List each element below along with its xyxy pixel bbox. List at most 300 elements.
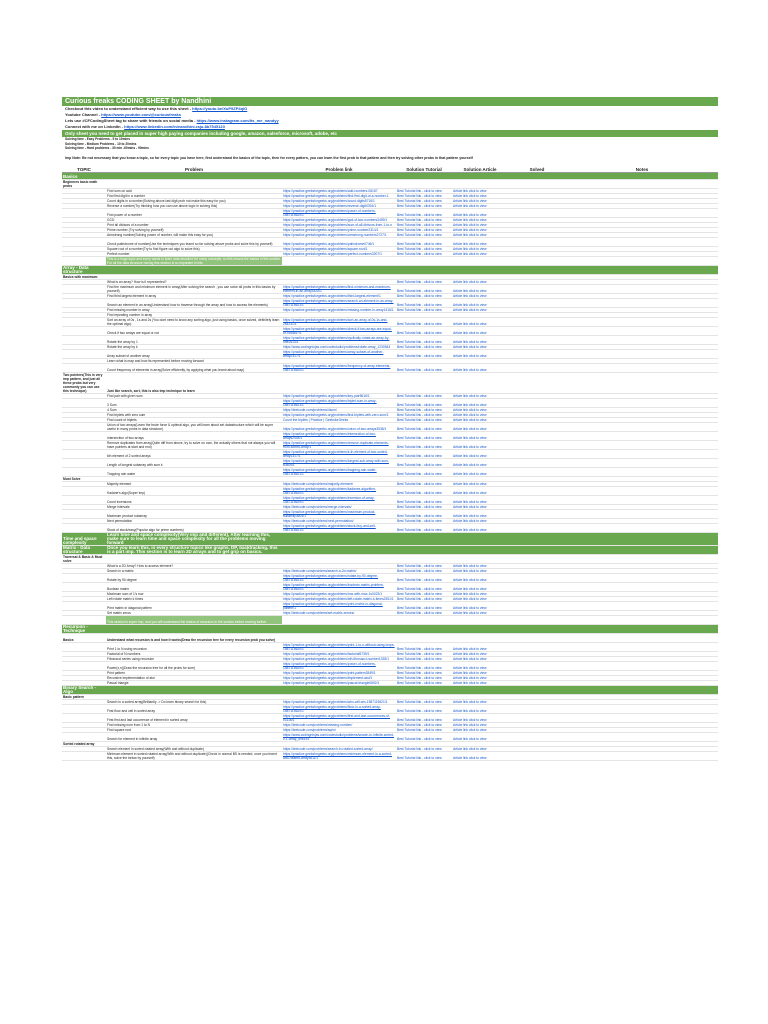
article-link[interactable]: Article link click to view [453,251,487,256]
problem-link-cell[interactable] [282,222,396,227]
tutorial-cell[interactable] [396,284,452,293]
article-link[interactable]: Article link click to view [453,504,487,509]
solved-cell[interactable] [508,458,566,467]
problem-link[interactable]: https://practice.geeksforgeeks.org/problems/inversion-of-array-1587115620/1 [283,495,375,504]
tutorial-cell[interactable] [396,298,452,307]
problem-link-cell[interactable] [282,523,396,532]
problem-link[interactable]: https://practice.geeksforgeeks.org/problems/check-if-two-arrays-are-equal-or-not3847/1 [283,326,392,335]
solved-cell[interactable] [508,642,566,651]
tutorial-link[interactable]: Best Tutorial link - click to view [397,246,442,251]
problem-link[interactable]: https://practice.geeksforgeeks.org/problems/print-1-to-n-without-using-loops-1587115620/1 [283,642,395,651]
solved-cell[interactable] [508,732,566,741]
problem-link[interactable]: https://practice.geeksforgeeks.org/problems/key-pair5616/1 [283,393,370,398]
problem-link-cell[interactable] [282,751,396,760]
problem-link[interactable]: https://practice.geeksforgeeks.org/problems/power-of-numbers-1587115620/1 [283,208,376,217]
problem-link[interactable]: https://practice.geeksforgeeks.org/problems/union-of-two-arrays3538/1 [283,426,387,431]
tutorial-link[interactable]: Best Tutorial link - click to view [397,198,442,203]
problem-link[interactable]: https://practice.geeksforgeeks.org/problems/factorial5739/1 [283,651,370,656]
problem-link-cell[interactable] [282,344,396,349]
article-link[interactable]: Article link click to view [453,708,487,713]
tutorial-link[interactable]: Best Tutorial link - click to view [397,563,442,568]
problem-link-cell[interactable] [282,217,396,222]
problem-link-cell[interactable] [282,237,396,246]
notes-cell[interactable] [566,422,718,431]
tutorial-link[interactable]: Best Tutorial link - click to view [397,708,442,713]
tutorial-cell[interactable] [396,449,452,458]
article-link[interactable]: Article link click to view [453,746,487,751]
notes-cell[interactable] [566,582,718,591]
problem-link[interactable]: https://practice.geeksforgeeks.org/problems/gcd-of-two-numbers3459/1 [283,217,388,222]
tutorial-cell[interactable] [396,495,452,504]
article-link[interactable]: Article link click to view [453,246,487,251]
problem-link[interactable]: https://practice.geeksforgeeks.org/problems/floor-in-a-sorted-array-1587115620/1 [283,704,381,713]
problem-link[interactable]: https://practice.geeksforgeeks.org/problems/reverse-digit0316/1 [283,203,377,208]
article-link[interactable]: Article link click to view [453,471,487,476]
tutorial-link[interactable]: Best Tutorial link - click to view [397,212,442,217]
tutorial-link[interactable]: Best Tutorial link - click to view [397,675,442,680]
notes-cell[interactable] [566,704,718,713]
article-cell[interactable] [452,298,508,307]
problem-link-cell[interactable] [282,467,396,476]
article-link[interactable]: Article link click to view [453,563,487,568]
problem-link-cell[interactable] [282,317,396,326]
problem-link-cell[interactable] [282,251,396,256]
tutorial-link[interactable]: Best Tutorial link - click to view [397,193,442,198]
article-link[interactable]: Article link click to view [453,241,487,246]
notes-cell[interactable] [566,349,718,358]
article-cell[interactable] [452,486,508,495]
article-link[interactable]: Article link click to view [453,481,487,486]
problem-link[interactable]: Count the triplets | Practice | GeeksforGeeks [283,417,349,422]
problem-link[interactable]: https://practice.geeksforgeeks.org/problems/missing-number-in-array1416/1 [283,307,394,312]
problem-link-cell[interactable] [282,642,396,651]
tutorial-link[interactable]: Best Tutorial link - click to view [397,591,442,596]
article-link[interactable]: Article link click to view [453,591,487,596]
tutorial-link[interactable]: Best Tutorial link - click to view [397,727,442,732]
notes-cell[interactable] [566,554,718,563]
article-link[interactable]: Article link click to view [453,227,487,232]
notes-cell[interactable] [566,633,718,642]
problem-link[interactable]: https://leetcode.com/problems/4sum/ [283,407,337,412]
problem-link-cell[interactable] [282,298,396,307]
tutorial-link[interactable]: Best Tutorial link - click to view [397,330,442,335]
article-link[interactable]: Article link click to view [453,222,487,227]
tutorial-cell[interactable] [396,349,452,358]
solved-cell[interactable] [508,256,566,265]
tutorial-link[interactable]: Best Tutorial link - click to view [397,288,442,293]
tutorial-cell[interactable] [396,440,452,449]
article-link[interactable]: Article link click to view [453,307,487,312]
problem-link-cell[interactable] [282,486,396,495]
problem-link[interactable]: https://practice.geeksforgeeks.org/problems/armstrong-numbers2727/1 [283,232,387,237]
tutorial-link[interactable]: Best Tutorial link - click to view [397,577,442,582]
tutorial-link[interactable]: Best Tutorial link - click to view [397,227,442,232]
problem-link[interactable]: https://practice.geeksforgeeks.org/problems/k-th-element-of-two-sorted-array1317/1 [283,449,388,458]
article-cell[interactable] [452,661,508,670]
tutorial-cell[interactable] [396,661,452,670]
article-cell[interactable] [452,713,508,722]
problem-link[interactable]: https://practice.geeksforgeeks.org/problems/power-of-numbers-1587115620/1 [283,661,376,670]
article-cell[interactable] [452,422,508,431]
notes-cell[interactable] [566,440,718,449]
article-link[interactable]: Article link click to view [453,293,487,298]
problem-link[interactable]: https://practice.geeksforgeeks.org/problems/who-will-win-1587115621/1 [283,699,388,704]
notes-cell[interactable] [566,685,718,694]
article-link[interactable]: Article link click to view [453,605,487,610]
tutorial-link[interactable]: Best Tutorial link - click to view [397,717,442,722]
notes-cell[interactable] [566,615,718,624]
problem-link[interactable]: https://practice.geeksforgeeks.org/problems/find-first-digit-of-a-number-1 [283,193,389,198]
tutorial-cell[interactable] [396,601,452,610]
tutorial-link[interactable]: Best Tutorial link - click to view [397,279,442,284]
solved-cell[interactable] [508,633,566,642]
problem-link-cell[interactable] [282,422,396,431]
article-cell[interactable] [452,431,508,440]
article-cell[interactable] [452,509,508,518]
problem-link[interactable]: https://practice.geeksforgeeks.org/problems/print-matrix-in-diagonal-pattern/1 [283,601,383,610]
tutorial-cell[interactable] [396,582,452,591]
article-cell[interactable] [452,317,508,326]
problem-link[interactable]: https://practice.geeksforgeeks.org/problems/longest-sub-array-with-sum-k0809/1 [283,458,389,467]
tutorial-link[interactable]: Best Tutorial link - click to view [397,490,442,495]
problem-link[interactable]: https://practice.geeksforgeeks.org/problems/maximum-product-subarray3604/1 [283,509,376,518]
problem-link[interactable]: https://practice.geeksforgeeks.org/problems/row-with-max-1s0023/1 [283,591,383,596]
article-cell[interactable] [452,284,508,293]
solved-cell[interactable] [508,554,566,563]
tutorial-link[interactable]: Best Tutorial link - click to view [397,367,442,372]
article-cell[interactable] [452,349,508,358]
article-cell[interactable] [452,440,508,449]
problem-link[interactable]: https://practice.geeksforgeeks.org/problems/prime-number2314/1 [283,227,379,232]
tutorial-cell[interactable] [396,751,452,760]
tutorial-link[interactable]: Best Tutorial link - click to view [397,656,442,661]
problem-link[interactable]: https://practice.geeksforgeeks.org/problems/find-minimum-and-maximum-element-in-an-array4428/1 [283,284,391,293]
notes-cell[interactable] [566,495,718,504]
problem-link-cell[interactable] [282,307,396,312]
article-link[interactable]: Article link click to view [453,755,487,760]
article-link[interactable]: Article link click to view [453,665,487,670]
tutorial-cell[interactable] [396,317,452,326]
problem-link-cell[interactable] [282,335,396,344]
problem-link[interactable]: https://www.codingninjas.com/codestudio/problems/rotate-array_1230543 [283,344,391,349]
problem-link[interactable]: https://practice.geeksforgeeks.org/problems/trapping-rain-water-1587115621/1 [283,467,377,476]
tutorial-link[interactable]: Best Tutorial link - click to view [397,251,442,256]
article-link[interactable]: Article link click to view [453,699,487,704]
article-link[interactable]: Article link click to view [453,330,487,335]
tutorial-cell[interactable] [396,713,452,722]
notes-cell[interactable] [566,486,718,495]
notes-cell[interactable] [566,208,718,217]
notes-cell[interactable] [566,172,718,179]
article-link[interactable]: Article link click to view [453,217,487,222]
solved-cell[interactable] [508,431,566,440]
tutorial-link[interactable]: Best Tutorial link - click to view [397,568,442,573]
problem-link[interactable]: https://practice.geeksforgeeks.org/problems/triplet-sum-in-array-1587115621/1 [283,398,377,407]
problem-link-cell[interactable] [282,601,396,610]
article-link[interactable]: Article link click to view [453,353,487,358]
tutorial-cell[interactable] [396,208,452,217]
article-link[interactable]: Article link click to view [453,302,487,307]
article-link[interactable]: Article link click to view [453,490,487,495]
tutorial-link[interactable]: Best Tutorial link - click to view [397,481,442,486]
article-link[interactable]: Article link click to view [453,203,487,208]
article-link[interactable]: Article link click to view [453,736,487,741]
tutorial-link[interactable]: Best Tutorial link - click to view [397,453,442,458]
tutorial-cell[interactable] [396,335,452,344]
notes-cell[interactable] [566,751,718,760]
article-cell[interactable] [452,398,508,407]
article-cell[interactable] [452,704,508,713]
tutorial-link[interactable]: Best Tutorial link - click to view [397,426,442,431]
notes-cell[interactable] [566,179,718,188]
solved-cell[interactable] [508,440,566,449]
problem-link[interactable]: https://practice.geeksforgeeks.org/problems/implement-atoi/1 [283,675,373,680]
tutorial-link[interactable]: Best Tutorial link - click to view [397,393,442,398]
article-link[interactable]: Article link click to view [453,670,487,675]
problem-link-cell[interactable] [282,732,396,741]
tutorial-link[interactable]: Best Tutorial link - click to view [397,307,442,312]
problem-link[interactable]: https://practice.geeksforgeeks.org/problems/count-digits5716/1 [283,198,375,203]
problem-link-cell[interactable] [282,326,396,335]
article-cell[interactable] [452,582,508,591]
article-link[interactable]: Article link click to view [453,610,487,615]
notes-cell[interactable] [566,458,718,467]
problem-link-cell[interactable] [282,704,396,713]
tutorial-cell[interactable] [396,467,452,476]
solved-cell[interactable] [508,661,566,670]
article-link[interactable]: Article link click to view [453,279,487,284]
tutorial-link[interactable]: Best Tutorial link - click to view [397,670,442,675]
article-link[interactable]: Article link click to view [453,435,487,440]
tutorial-cell[interactable] [396,523,452,532]
article-cell[interactable] [452,732,508,741]
article-cell[interactable] [452,208,508,217]
article-link[interactable]: Article link click to view [453,367,487,372]
article-link[interactable]: Article link click to view [453,193,487,198]
notes-cell[interactable] [566,532,718,545]
tutorial-link[interactable]: Best Tutorial link - click to view [397,293,442,298]
problem-link-cell[interactable] [282,363,396,372]
problem-link-cell[interactable] [282,208,396,217]
article-link[interactable]: Article link click to view [453,527,487,532]
tutorial-cell[interactable] [396,732,452,741]
problem-link[interactable]: https://practice.geeksforgeeks.org/problems/sort-an-array-of-0s-1s-and-2s4231/1 [283,317,388,326]
problem-link-cell[interactable] [282,412,396,417]
notes-cell[interactable] [566,523,718,532]
tutorial-cell[interactable] [396,509,452,518]
problem-link[interactable]: https://leetcode.com/problems/sqrtx/ [283,727,336,732]
tutorial-link[interactable]: Best Tutorial link - click to view [397,746,442,751]
tutorial-link[interactable]: Best Tutorial link - click to view [397,699,442,704]
article-link[interactable]: Article link click to view [453,499,487,504]
problem-link[interactable]: https://practice.geeksforgeeks.org/problems/remove-duplicate-elements-from-sorted-array/1 [283,440,389,449]
tutorial-link[interactable]: Best Tutorial link - click to view [397,755,442,760]
tutorial-link[interactable]: Best Tutorial link - click to view [397,471,442,476]
tutorial-cell[interactable] [396,458,452,467]
notes-cell[interactable] [566,265,718,274]
article-cell[interactable] [452,335,508,344]
problem-link[interactable]: https://practice.geeksforgeeks.org/problems/boolean-matrix-problem-1587115620/1 [283,582,384,591]
tutorial-cell[interactable] [396,573,452,582]
tutorial-link[interactable]: Best Tutorial link - click to view [397,513,442,518]
article-link[interactable]: Article link click to view [453,426,487,431]
tutorial-link[interactable]: Best Tutorial link - click to view [397,353,442,358]
notes-cell[interactable] [566,467,718,476]
problem-link[interactable]: https://leetcode.com/problems/merge-intervals/ [283,504,352,509]
tutorial-cell[interactable] [396,642,452,651]
notes-cell[interactable] [566,624,718,633]
notes-cell[interactable] [566,509,718,518]
article-cell[interactable] [452,601,508,610]
notes-cell[interactable] [566,661,718,670]
tutorial-link[interactable]: Best Tutorial link - click to view [397,344,442,349]
problem-link-cell[interactable] [282,232,396,237]
article-link[interactable]: Article link click to view [453,198,487,203]
tutorial-link[interactable]: Best Tutorial link - click to view [397,402,442,407]
tutorial-cell[interactable] [396,422,452,431]
article-link[interactable]: Article link click to view [453,212,487,217]
solved-cell[interactable] [508,179,566,188]
tutorial-link[interactable]: Best Tutorial link - click to view [397,527,442,532]
solved-cell[interactable] [508,467,566,476]
notes-cell[interactable] [566,713,718,722]
problem-link[interactable]: https://practice.geeksforgeeks.org/problems/left-rotate-matrix-k-times2351/1 [283,596,394,601]
problem-link-cell[interactable] [282,713,396,722]
problem-link[interactable]: https://practice.geeksforgeeks.org/problems/search-an-element-in-an-array-1587115621/1 [283,298,394,307]
solved-cell[interactable] [508,532,566,545]
article-link[interactable]: Article link click to view [453,722,487,727]
solved-cell[interactable] [508,509,566,518]
problem-link[interactable]: https://practice.geeksforgeeks.org/problems/nth-fibonacci-number1335/1 [283,656,389,661]
solved-cell[interactable] [508,372,566,393]
problem-link-cell[interactable] [282,582,396,591]
article-cell[interactable] [452,495,508,504]
notes-cell[interactable] [566,237,718,246]
solved-cell[interactable] [508,601,566,610]
article-cell[interactable] [452,326,508,335]
tutorial-link[interactable]: Best Tutorial link - click to view [397,412,442,417]
tutorial-link[interactable]: Best Tutorial link - click to view [397,596,442,601]
problem-link-cell[interactable] [282,440,396,449]
article-link[interactable]: Article link click to view [453,321,487,326]
problem-link[interactable]: https://www.codingninjas.com/codestudio/problems/search-in-infinite-sorted-0-1-array_696193 [283,732,395,741]
tutorial-link[interactable]: Best Tutorial link - click to view [397,610,442,615]
solved-cell[interactable] [508,685,566,694]
problem-link-cell[interactable] [282,458,396,467]
tutorial-link[interactable]: Best Tutorial link - click to view [397,462,442,467]
article-link[interactable]: Article link click to view [453,444,487,449]
solved-cell[interactable] [508,284,566,293]
problem-link[interactable]: https://practice.geeksforgeeks.org/problems/print-pattern3549/1 [283,670,376,675]
article-link[interactable]: Article link click to view [453,513,487,518]
problem-link[interactable]: https://practice.geeksforgeeks.org/problems/first-and-last-occurrences-of-x3116/1 [283,713,391,722]
problem-link-cell[interactable] [282,349,396,358]
article-link[interactable]: Article link click to view [453,577,487,582]
problem-link[interactable]: https://leetcode.com/problems/set-matrix-zeroes/ [283,610,355,615]
problem-link[interactable]: https://practice.geeksforgeeks.org/problems/add-numbers-06187 [283,188,378,193]
problem-link[interactable]: https://leetcode.com/problems/next-permutation/ [283,518,354,523]
problem-link[interactable]: https://practice.geeksforgeeks.org/problems/rotate-by-90-degree-1587115621/1 [283,573,379,582]
tutorial-cell[interactable] [396,486,452,495]
tutorial-link[interactable]: Best Tutorial link - click to view [397,586,442,591]
problem-link[interactable]: https://leetcode.com/problems/missing-number/ [283,722,353,727]
notes-cell[interactable] [566,732,718,741]
problem-link[interactable]: https://practice.geeksforgeeks.org/problems/palindrome0746/1 [283,241,375,246]
problem-link-cell[interactable] [282,596,396,601]
solved-cell[interactable] [508,751,566,760]
solved-cell[interactable] [508,495,566,504]
solved-cell[interactable] [508,449,566,458]
tutorial-link[interactable]: Best Tutorial link - click to view [397,504,442,509]
problem-link[interactable]: https://practice.geeksforgeeks.org/problems/find-triplets-with-zero-sum/1 [283,412,389,417]
problem-link[interactable]: https://practice.geeksforgeeks.org/problems/stock-buy-and-sell-1587115621/1 [283,523,376,532]
article-link[interactable]: Article link click to view [453,339,487,344]
notes-cell[interactable] [566,363,718,372]
solved-cell[interactable] [508,172,566,179]
tutorial-link[interactable]: Best Tutorial link - click to view [397,665,442,670]
article-cell[interactable] [452,458,508,467]
problem-link[interactable]: https://practice.geeksforgeeks.org/problems/pascal-triangle0652/1 [283,680,380,685]
article-link[interactable]: Article link click to view [453,518,487,523]
tutorial-link[interactable]: Best Tutorial link - click to view [397,302,442,307]
solved-cell[interactable] [508,545,566,554]
solved-cell[interactable] [508,349,566,358]
notes-cell[interactable] [566,449,718,458]
article-link[interactable]: Article link click to view [453,568,487,573]
problem-link-cell[interactable] [282,680,396,685]
article-link[interactable]: Article link click to view [453,656,487,661]
article-link[interactable]: Article link click to view [453,288,487,293]
tutorial-link[interactable]: Best Tutorial link - click to view [397,222,442,227]
article-link[interactable]: Article link click to view [453,453,487,458]
tutorial-link[interactable]: Best Tutorial link - click to view [397,518,442,523]
notes-cell[interactable] [566,317,718,326]
article-link[interactable]: Article link click to view [453,675,487,680]
problem-link-cell[interactable] [282,656,396,661]
solved-cell[interactable] [508,363,566,372]
problem-link[interactable]: https://practice.geeksforgeeks.org/problems/frequency-of-array-elements-1587115620/1 [283,363,391,372]
tutorial-link[interactable]: Best Tutorial link - click to view [397,646,442,651]
problem-link[interactable]: https://practice.geeksforgeeks.org/problems/perfect-numbers3207/1 [283,251,382,256]
article-link[interactable]: Article link click to view [453,417,487,422]
article-cell[interactable] [452,751,508,760]
problem-link-cell[interactable] [282,495,396,504]
tutorial-link[interactable]: Best Tutorial link - click to view [397,680,442,685]
article-cell[interactable] [452,449,508,458]
tutorial-link[interactable]: Best Tutorial link - click to view [397,232,442,237]
article-link[interactable]: Article link click to view [453,462,487,467]
problem-link[interactable]: https://practice.geeksforgeeks.org/problems/kadanes-algorithm-1587115620/1 [283,486,377,495]
tutorial-link[interactable]: Best Tutorial link - click to view [397,605,442,610]
solved-cell[interactable] [508,573,566,582]
notes-cell[interactable] [566,573,718,582]
tutorial-link[interactable]: Best Tutorial link - click to view [397,321,442,326]
solved-cell[interactable] [508,265,566,274]
notes-cell[interactable] [566,326,718,335]
solved-cell[interactable] [508,615,566,624]
tutorial-cell[interactable] [396,237,452,246]
notes-cell[interactable] [566,398,718,407]
problem-link-cell[interactable] [282,284,396,293]
problem-link[interactable]: https://practice.geeksforgeeks.org/problems/sum-of-all-divisors-from-1-to-n [283,222,393,227]
article-link[interactable]: Article link click to view [453,727,487,732]
problem-link-cell[interactable] [282,591,396,596]
tutorial-cell[interactable] [396,326,452,335]
info-link[interactable]: https://www.youtube.com/@curiousfreaks [101,112,181,117]
solved-cell[interactable] [508,237,566,246]
problem-link[interactable]: https://leetcode.com/problems/search-in-rotated-sorted-array/ [283,746,373,751]
info-link[interactable]: https://www.linkedin.com/in/nandhini-raju-8b7545123 [124,124,225,129]
